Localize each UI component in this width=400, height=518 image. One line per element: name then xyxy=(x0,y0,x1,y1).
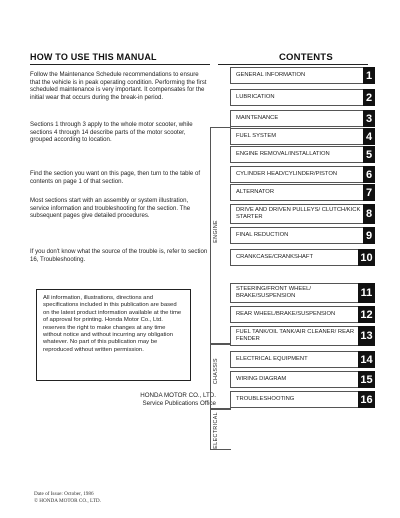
toc-label: DRIVE AND DRIVEN PULLEYS/ CLUTCH/KICK STARTER xyxy=(236,207,361,220)
toc-label: ENGINE REMOVAL/INSTALLATION xyxy=(236,151,330,158)
heading-divider xyxy=(30,64,210,65)
toc-row-14[interactable] xyxy=(230,351,363,368)
toc-label: CYLINDER HEAD/CYLINDER/PISTON xyxy=(236,171,338,178)
toc-row-11[interactable] xyxy=(230,283,363,303)
toc-row-12[interactable] xyxy=(230,306,363,323)
toc-label: MAINTENANCE xyxy=(236,115,279,122)
contents-divider xyxy=(218,64,368,65)
section-tab-8[interactable]: 8 xyxy=(363,204,375,224)
section-tab-15[interactable]: 15 xyxy=(358,371,375,388)
toc-row-9[interactable] xyxy=(230,227,363,244)
section-tab-11[interactable]: 11 xyxy=(358,283,375,303)
toc-row-6[interactable] xyxy=(230,166,363,183)
section-tab-5[interactable]: 5 xyxy=(363,146,375,163)
toc-label: FINAL REDUCTION xyxy=(236,232,289,239)
electrical-group-label: ELECTRICAL xyxy=(213,412,219,449)
copyright-line: © HONDA MOTOR CO., LTD. xyxy=(34,497,101,504)
section-tab-14[interactable]: 14 xyxy=(358,351,375,368)
chassis-group-label: CHASSIS xyxy=(213,358,219,385)
section-tab-2[interactable]: 2 xyxy=(363,89,375,106)
paragraph-section-structure: Most sections start with an assembly or system illustration, service information and troubleshooting for the section. The subsequent pages give detailed procedures. xyxy=(30,197,191,220)
section-tab-13[interactable]: 13 xyxy=(358,326,375,346)
toc-label: FUEL TANK/OIL TANK/AIR CLEANER/ REAR FENDER xyxy=(236,329,355,342)
disclaimer-box: All information, illustrations, directions and specifications included in this publication are based on the latest product information available at the time of approval for printing. Honda Motor Co., Ltd. reserves the right to make changes at any time without notice and without incurring any obligation whatever. No part of this publication may be reproduced without written permission. xyxy=(36,289,191,381)
toc-row-2[interactable] xyxy=(230,89,363,106)
company-name: HONDA MOTOR CO., LTD. xyxy=(140,392,216,399)
publisher-block xyxy=(76,392,216,408)
contents-heading: CONTENTS xyxy=(279,52,333,63)
paragraph-maintenance: Follow the Maintenance Schedule recommendations to ensure that the vehicle is in peak operating condition. Performing the first scheduled maintenance is very important. It compensates for the initial wear that occurs during the break-in period. xyxy=(30,71,207,101)
paragraph-troubleshooting: If you don't know what the source of the trouble is, refer to section 16, Troubleshooting. xyxy=(30,248,208,263)
paragraph-sections: Sections 1 through 3 apply to the whole motor scooter, while sections 4 through 14 describe parts of the motor scooter, grouped according to location. xyxy=(30,121,193,144)
toc-label: REAR WHEEL/BRAKE/SUSPENSION xyxy=(236,311,336,318)
toc-label: CRANKCASE/CRANKSHAFT xyxy=(236,254,313,261)
how-to-use-heading: HOW TO USE THIS MANUAL xyxy=(30,52,157,62)
toc-label: ELECTRICAL EQUIPMENT xyxy=(236,356,308,363)
section-tab-4[interactable]: 4 xyxy=(363,128,375,145)
toc-row-7[interactable] xyxy=(230,184,363,201)
issue-date: Date of Issue: October, 1986 xyxy=(34,491,94,497)
toc-label: FUEL SYSTEM xyxy=(236,133,277,140)
toc-label: WIRING DIAGRAM xyxy=(236,376,287,383)
toc-row-15[interactable] xyxy=(230,371,363,388)
office-name: Service Publications Office xyxy=(142,400,216,407)
issue-footer xyxy=(34,491,101,504)
toc-row-3[interactable] xyxy=(230,110,363,127)
toc-label: TROUBLESHOOTING xyxy=(236,396,295,403)
section-tab-1[interactable]: 1 xyxy=(363,67,375,84)
toc-row-10[interactable] xyxy=(230,249,363,266)
section-tab-16[interactable]: 16 xyxy=(358,391,375,408)
paragraph-find-section: Find the section you want on this page, then turn to the table of contents on page 1 of that section. xyxy=(30,170,201,185)
toc-label: STEERING/FRONT WHEEL/ BRAKE/SUSPENSION xyxy=(236,286,311,299)
toc-label: GENERAL INFORMATION xyxy=(236,72,306,79)
section-tab-12[interactable]: 12 xyxy=(358,306,375,323)
toc-row-4[interactable] xyxy=(230,128,363,145)
section-tab-3[interactable]: 3 xyxy=(363,110,375,127)
section-tab-6[interactable]: 6 xyxy=(363,166,375,183)
section-tab-9[interactable]: 9 xyxy=(363,227,375,244)
toc-row-5[interactable] xyxy=(230,146,363,163)
engine-group-label: ENGINE xyxy=(213,220,219,243)
toc-row-13[interactable] xyxy=(230,326,363,346)
section-tab-10[interactable]: 10 xyxy=(358,249,375,266)
toc-row-1[interactable] xyxy=(230,67,363,84)
toc-row-16[interactable] xyxy=(230,391,363,408)
toc-label: LUBRICATION xyxy=(236,94,275,101)
toc-row-8[interactable] xyxy=(230,204,363,224)
section-tab-7[interactable]: 7 xyxy=(363,184,375,201)
toc-label: ALTERNATOR xyxy=(236,189,275,196)
